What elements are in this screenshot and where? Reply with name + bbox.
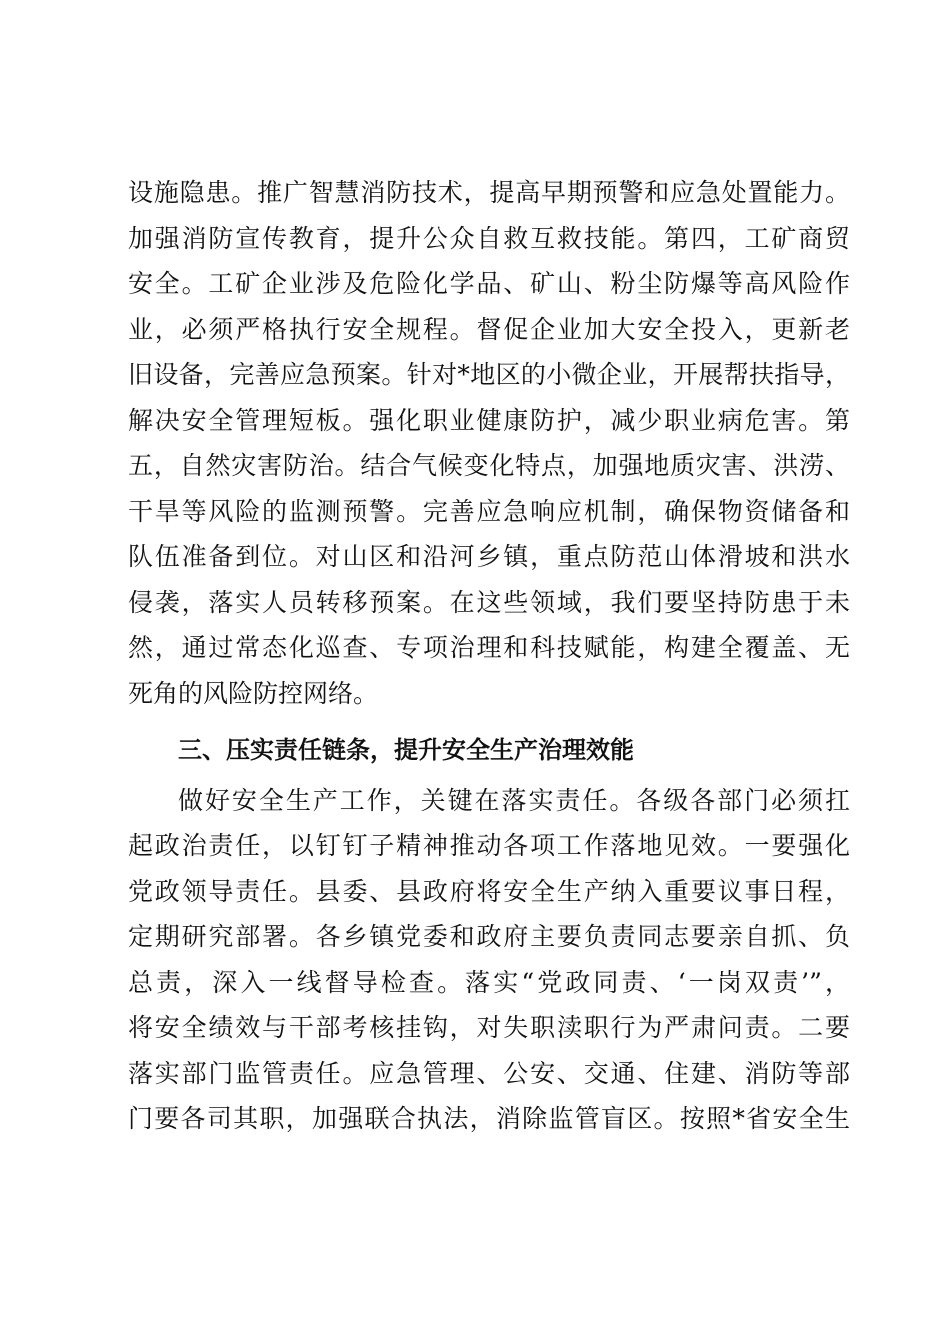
- text-line: 五，自然灾害防治。结合气候变化特点，加强地质灾害、洪涝、: [128, 451, 850, 480]
- text-line: 干旱等风险的监测预警。完善应急响应机制，确保物资储备和: [128, 496, 850, 526]
- text-line: 做好安全生产工作，关键在落实责任。各级各部门必须扛: [178, 785, 850, 815]
- text-line: 业，必须严格执行安全规程。督促企业加大安全投入，更新老: [128, 314, 850, 344]
- text-line: 落实部门监管责任。应急管理、公安、交通、住建、消防等部: [128, 1058, 850, 1088]
- text-line: 起政治责任，以钉钉子精神推动各项工作落地见效。一要强化: [128, 831, 850, 860]
- text-line: 总责，深入一线督导检查。落实“党政同责、‘一岗双责’”，: [128, 967, 850, 997]
- text-line: 旧设备，完善应急预案。针对*地区的小微企业，开展帮扶指导，: [128, 360, 850, 389]
- paragraph-continuation: [128, 170, 850, 716]
- text-line: 设施隐患。推广智慧消防技术，提高早期预警和应急处置能力。: [128, 178, 850, 207]
- text-line: 侵袭，落实人员转移预案。在这些领域，我们要坚持防患于未: [128, 587, 850, 617]
- text-line: 将安全绩效与干部考核挂钩，对失职渎职行为严肃问责。二要: [128, 1013, 850, 1042]
- text-line: 定期研究部署。各乡镇党委和政府主要负责同志要亲自抓、负: [128, 922, 850, 951]
- paragraph-section-three: [128, 778, 850, 1142]
- text-line: 加强消防宣传教育，提升公众自救互救技能。第四，工矿商贸: [128, 223, 850, 253]
- text-line: 党政领导责任。县委、县政府将安全生产纳入重要议事日程，: [128, 876, 850, 906]
- text-line: 解决安全管理短板。强化职业健康防护，减少职业病危害。第: [128, 405, 850, 435]
- section-heading: 三、压实责任链条，提升安全生产治理效能: [178, 736, 634, 764]
- document-body: [128, 170, 850, 1142]
- text-line: 然，通过常态化巡查、专项治理和科技赋能，构建全覆盖、无: [128, 633, 850, 662]
- text-line: 安全。工矿企业涉及危险化学品、矿山、粉尘防爆等高风险作: [128, 269, 850, 298]
- text-line: 门要各司其职，加强联合执法，消除监管盲区。按照*省安全生: [128, 1104, 850, 1133]
- text-line: 死角的风险防控网络。: [128, 678, 379, 708]
- text-line: 队伍准备到位。对山区和沿河乡镇，重点防范山体滑坡和洪水: [128, 542, 850, 571]
